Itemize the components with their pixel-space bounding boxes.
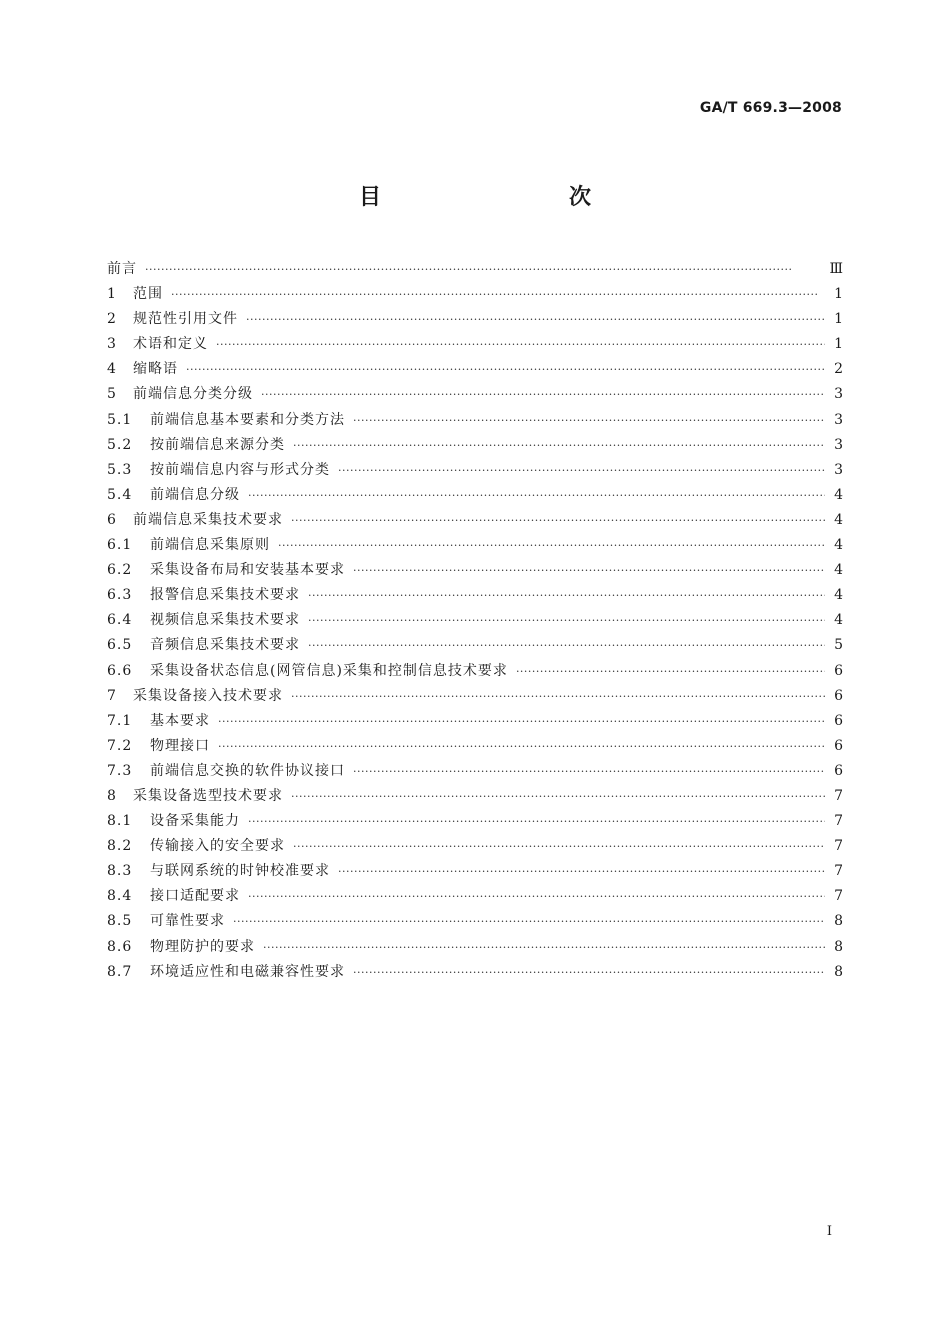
toc-entry-page: 4 [834, 612, 843, 629]
toc-entry-label: 物理防护的要求 [150, 938, 255, 955]
toc-entry-page: 8 [834, 963, 843, 980]
toc-entry-page: 6 [834, 662, 843, 679]
toc-entry-number: 6.2 [107, 562, 133, 579]
toc-entry-number: 5.4 [107, 486, 133, 503]
toc-entry-page: 7 [834, 838, 843, 855]
toc-entry-label: 传输接入的安全要求 [150, 838, 285, 855]
toc-dot-leader [293, 840, 825, 853]
toc-dot-leader [338, 464, 825, 477]
toc-dot-leader [278, 539, 825, 552]
toc-dot-leader [308, 639, 825, 652]
toc-entry-label: 按前端信息来源分类 [150, 436, 285, 453]
toc-entry-page: Ⅲ [829, 261, 843, 277]
toc-entry-page: 7 [834, 888, 843, 905]
toc-dot-leader [353, 414, 825, 427]
toc-entry-label: 前端信息交换的软件协议接口 [150, 762, 345, 779]
toc-entry-page: 4 [834, 562, 843, 579]
toc-entry[interactable] [107, 258, 843, 283]
toc-entry[interactable] [107, 936, 843, 961]
toc-entry-page: 6 [834, 687, 843, 704]
toc-entry-number: 8 [107, 787, 117, 804]
toc-entry-label: 采集设备布局和安装基本要求 [150, 562, 345, 579]
page-title: 目 次 [358, 185, 639, 210]
toc-entry[interactable] [107, 860, 843, 885]
toc-entry-page: 7 [834, 863, 843, 880]
toc-entry[interactable] [107, 333, 843, 358]
toc-dot-leader [186, 363, 825, 376]
toc-entry[interactable] [107, 509, 843, 534]
toc-entry-number: 2 [107, 311, 117, 328]
toc-entry-page: 7 [834, 787, 843, 804]
toc-entry[interactable] [107, 434, 843, 459]
toc-entry-number: 8.6 [107, 938, 133, 955]
toc-entry-label: 音频信息采集技术要求 [150, 637, 300, 654]
toc-entry[interactable] [107, 559, 843, 584]
toc-entry[interactable] [107, 283, 843, 308]
toc-entry-number: 6.1 [107, 537, 133, 554]
toc-dot-leader [218, 715, 825, 728]
toc-dot-leader [291, 690, 825, 703]
toc-entry[interactable] [107, 584, 843, 609]
toc-entry[interactable] [107, 534, 843, 559]
toc-entry[interactable] [107, 634, 843, 659]
toc-dot-leader [353, 966, 825, 979]
toc-entry-label: 物理接口 [150, 737, 210, 754]
toc-entry-number: 8.5 [107, 913, 133, 930]
toc-entry-label: 基本要求 [150, 712, 210, 729]
toc-entry[interactable] [107, 835, 843, 860]
toc-entry-number: 5.2 [107, 436, 133, 453]
toc-entry[interactable] [107, 660, 843, 685]
toc-entry-page: 3 [834, 461, 843, 478]
toc-dot-leader [171, 288, 825, 301]
toc-entry[interactable] [107, 710, 843, 735]
toc-entry-page: 6 [834, 737, 843, 754]
toc-entry-label: 采集设备接入技术要求 [133, 687, 283, 704]
table-of-contents [107, 258, 843, 986]
toc-entry-page: 1 [834, 336, 843, 353]
toc-entry-label: 前端信息分级 [150, 486, 240, 503]
toc-entry-page: 6 [834, 762, 843, 779]
toc-dot-leader [263, 941, 825, 954]
toc-entry-page: 4 [834, 537, 843, 554]
toc-entry-number: 5.1 [107, 411, 133, 428]
toc-entry[interactable] [107, 961, 843, 986]
toc-entry[interactable] [107, 383, 843, 408]
toc-entry-number: 4 [107, 361, 117, 378]
toc-entry-label: 前端信息采集原则 [150, 537, 270, 554]
toc-entry-page: 4 [834, 486, 843, 503]
toc-entry-label: 范围 [133, 286, 163, 303]
toc-entry-number: 8.3 [107, 863, 133, 880]
toc-entry-label: 视频信息采集技术要求 [150, 612, 300, 629]
toc-entry-label: 前端信息采集技术要求 [133, 511, 283, 528]
toc-entry-number: 6.3 [107, 587, 133, 604]
toc-entry-number: 7 [107, 687, 117, 704]
toc-entry-label: 前端信息分类分级 [133, 386, 253, 403]
toc-entry-label: 可靠性要求 [150, 913, 225, 930]
toc-entry-number: 8.2 [107, 838, 133, 855]
toc-entry-page: 7 [834, 813, 843, 830]
toc-entry-number: 7.3 [107, 762, 133, 779]
toc-entry-label: 术语和定义 [133, 336, 208, 353]
toc-dot-leader [248, 489, 825, 502]
toc-entry[interactable] [107, 760, 843, 785]
toc-entry-page: 6 [834, 712, 843, 729]
toc-entry-page: 3 [834, 411, 843, 428]
toc-entry[interactable] [107, 735, 843, 760]
toc-entry-number: 6 [107, 511, 117, 528]
toc-entry-page: 1 [834, 311, 843, 328]
toc-entry[interactable] [107, 484, 843, 509]
toc-entry[interactable] [107, 785, 843, 810]
toc-dot-leader [516, 665, 825, 678]
toc-entry-label: 采集设备状态信息(网管信息)采集和控制信息技术要求 [150, 662, 508, 679]
toc-entry-label: 报警信息采集技术要求 [150, 587, 300, 604]
toc-entry-number: 5 [107, 386, 117, 403]
toc-dot-leader [248, 815, 825, 828]
toc-entry-number: 1 [107, 286, 117, 303]
toc-entry[interactable] [107, 685, 843, 710]
toc-entry-number: 8.1 [107, 813, 133, 830]
standard-code: GA/T 669.3—2008 [699, 100, 842, 116]
toc-dot-leader [308, 614, 825, 627]
toc-entry-number: 3 [107, 336, 117, 353]
toc-entry[interactable] [107, 609, 843, 634]
toc-entry-label: 缩略语 [133, 361, 178, 378]
toc-entry[interactable] [107, 409, 843, 434]
toc-entry-number: 6.5 [107, 637, 133, 654]
toc-entry-label: 规范性引用文件 [133, 311, 238, 328]
toc-entry-page: 3 [834, 386, 843, 403]
page-number: I [826, 1224, 832, 1239]
toc-entry-label: 按前端信息内容与形式分类 [150, 461, 330, 478]
toc-entry-page: 3 [834, 436, 843, 453]
toc-entry-page: 4 [834, 587, 843, 604]
toc-entry-number: 6.4 [107, 612, 133, 629]
toc-dot-leader [353, 765, 825, 778]
toc-entry[interactable] [107, 358, 843, 383]
toc-dot-leader [353, 564, 825, 577]
toc-entry-page: 1 [834, 286, 843, 303]
toc-dot-leader [233, 915, 825, 928]
toc-entry-label: 采集设备选型技术要求 [133, 787, 283, 804]
toc-entry-label: 前端信息基本要素和分类方法 [150, 411, 345, 428]
toc-entry-number: 8.7 [107, 963, 133, 980]
toc-entry-page: 8 [834, 938, 843, 955]
toc-entry-page: 8 [834, 913, 843, 930]
toc-entry[interactable] [107, 885, 843, 910]
toc-entry-label: 与联网系统的时钟校准要求 [150, 863, 330, 880]
toc-entry-number: 7.2 [107, 737, 133, 754]
toc-dot-leader [246, 313, 825, 326]
toc-entry[interactable] [107, 308, 843, 333]
toc-dot-leader [293, 439, 825, 452]
toc-entry-label: 接口适配要求 [150, 888, 240, 905]
toc-entry-label: 前言 [107, 261, 137, 277]
toc-entry[interactable] [107, 910, 843, 935]
toc-entry-number: 5.3 [107, 461, 133, 478]
toc-dot-leader [248, 890, 825, 903]
toc-entry-label: 设备采集能力 [150, 813, 240, 830]
toc-entry-page: 5 [834, 637, 843, 654]
toc-dot-leader [338, 865, 825, 878]
toc-dot-leader [216, 338, 825, 351]
toc-entry[interactable] [107, 810, 843, 835]
toc-entry-number: 8.4 [107, 888, 133, 905]
toc-entry-page: 4 [834, 511, 843, 528]
toc-entry[interactable] [107, 459, 843, 484]
toc-entry-number: 6.6 [107, 662, 133, 679]
toc-dot-leader [308, 589, 825, 602]
toc-entry-number: 7.1 [107, 712, 133, 729]
toc-entry-label: 环境适应性和电磁兼容性要求 [150, 963, 345, 980]
toc-dot-leader [291, 790, 825, 803]
toc-dot-leader [291, 514, 825, 527]
toc-entry-page: 2 [834, 361, 843, 378]
toc-dot-leader [145, 263, 823, 276]
toc-dot-leader [218, 740, 825, 753]
toc-dot-leader [261, 388, 825, 401]
